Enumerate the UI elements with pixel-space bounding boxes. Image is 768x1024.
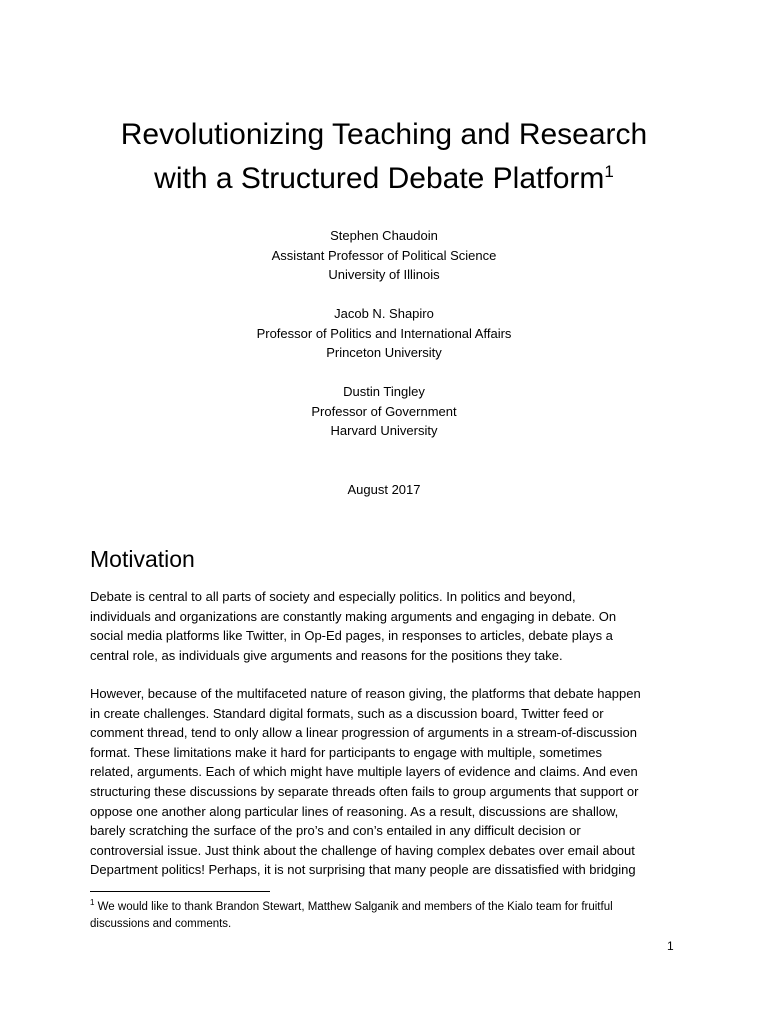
text-line: controversial issue. Just think about the challenge of having complex debates over email about [90,842,635,858]
text-line: related, arguments. Each of which might have multiple layers of evidence and claims. And even [90,764,638,780]
text-line: However, because of the multifaceted nature of reason giving, the platforms that debate happen [90,686,641,701]
text-line: barely scratching the surface of the pro’s and con’s entailed in any difficult decision or [90,823,581,839]
text-line: in create challenges. Standard digital formats, such as a discussion board, Twitter feed or [90,705,604,721]
text-line: comment thread, tend to only allow a linear progression of arguments in a stream-of-discussion [90,725,637,741]
footnote [90,899,690,933]
author-block [84,382,684,441]
text-line: format. These limitations make it hard for participants to engage with multiple, sometimes [90,744,603,760]
text-line: Department politics! Perhaps, it is not surprising that many people are dissatisfied with bridging [90,862,636,878]
footnote-marker: 1 [90,898,95,908]
author-position: Professor of Politics and International Affairs [256,325,512,341]
text-line: social media platforms like Twitter, in Op-Ed pages, in responses to articles, debate plays a [90,628,613,644]
page-number: 1 [667,939,674,953]
footnote-line-2: discussions and comments. [90,918,232,930]
text-line: central role, as individuals give arguments and reasons for the positions they take. [90,647,563,663]
paper-title [60,113,708,201]
author-name: Stephen Chaudoin [330,228,438,243]
author-name: Dustin Tingley [343,384,425,399]
author-affiliation: Princeton University [326,345,442,360]
author-position: Assistant Professor of Political Science [271,247,497,263]
author-position: Professor of Government [311,403,457,419]
publication-date: August 2017 [347,482,421,497]
author-affiliation: University of Illinois [328,267,440,282]
text-line: oppose one another along particular lines of reasoning. As a result, discussions are shallow, [90,803,619,819]
author-block [84,226,684,285]
author-affiliation: Harvard University [330,423,438,438]
text-line: individuals and organizations are constantly making arguments and engaging in debate. On [90,608,617,624]
author-block [84,304,684,363]
text-line: Debate is central to all parts of society and especially politics. In politics and beyond, [90,589,576,604]
section-heading-motivation: Motivation [90,546,195,572]
title-line-2-text: with a Structured Debate Platform [154,162,605,195]
title-footnote-marker[interactable]: 1 [604,162,614,181]
title-line-2 [60,157,708,201]
paragraph-2 [90,684,690,880]
author-name: Jacob N. Shapiro [334,306,434,321]
title-line-1: Revolutionizing Teaching and Research [120,118,648,151]
text-line: structuring these discussions by separate threads often fails to group arguments that support or [90,783,639,799]
footnote-line-1 [90,899,690,916]
footnote-text-1: We would like to thank Brandon Stewart, Matthew Salganik and members of the Kialo team for fruitful [94,901,613,913]
author-list [84,226,684,460]
paragraph-1 [90,587,690,665]
footnote-divider [90,891,270,892]
